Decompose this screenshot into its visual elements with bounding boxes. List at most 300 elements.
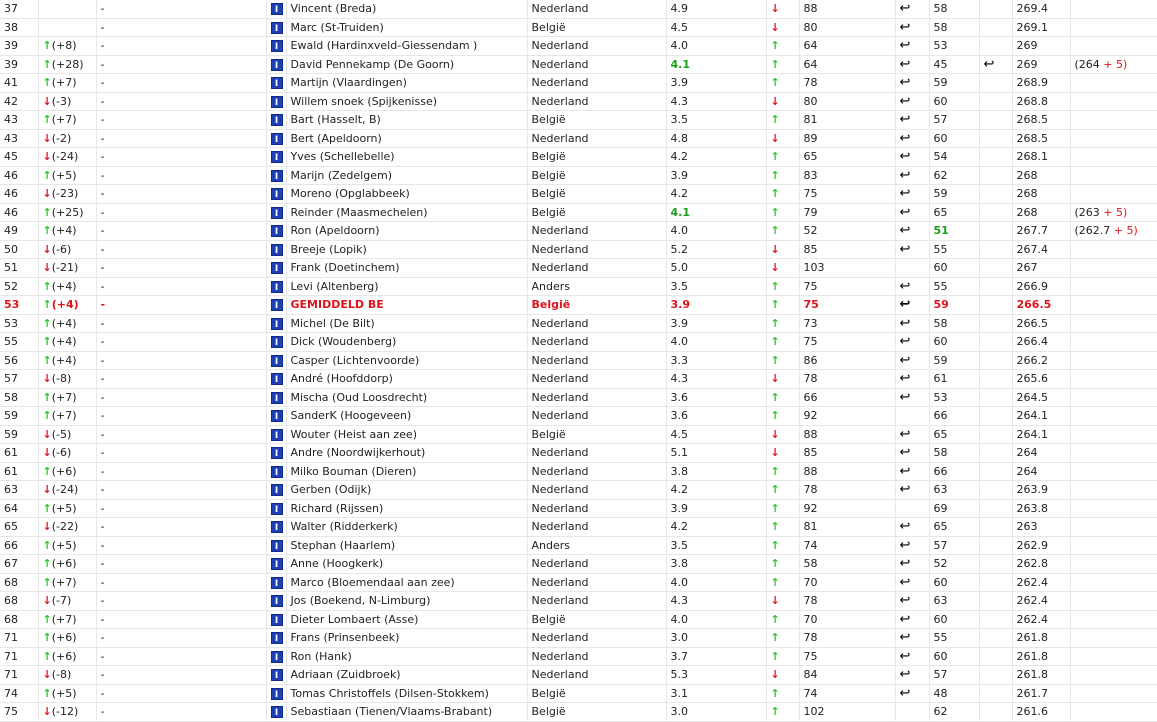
change-cell (38, 407, 96, 426)
rank-value: 46 (4, 168, 18, 182)
trend-cell (766, 407, 799, 426)
country-value: België (531, 427, 566, 441)
points-cell (799, 240, 895, 259)
score-cell (666, 481, 766, 500)
points-cell (799, 185, 895, 204)
score-value: 3.7 (670, 649, 688, 663)
country-value: Nederland (531, 316, 589, 330)
total-value: 268.1 (1016, 150, 1048, 164)
sub-score-value: 60 (933, 131, 948, 145)
points-cell (799, 703, 895, 722)
points-cell (799, 573, 895, 592)
change-value: (+7) (51, 76, 77, 90)
player-info-icon[interactable]: I (271, 632, 283, 644)
dash-cell (96, 444, 266, 463)
player-info-icon[interactable]: I (271, 3, 283, 15)
dash-cell (96, 666, 266, 685)
dash-cell (96, 277, 266, 296)
name-cell (286, 129, 527, 148)
name-cell (286, 666, 527, 685)
dash-cell (96, 684, 266, 703)
rank-cell (0, 370, 38, 389)
return-cell (895, 314, 929, 333)
sub-score-cell (929, 111, 979, 130)
score-cell (666, 351, 766, 370)
rank-cell (0, 407, 38, 426)
dash-value: - (100, 372, 105, 386)
sub-score-cell (929, 425, 979, 444)
player-info-icon[interactable]: I (271, 558, 283, 570)
total-value: 261.6 (1016, 705, 1048, 719)
player-info-icon[interactable]: I (271, 22, 283, 34)
score-value: 4.2 (670, 150, 688, 164)
trend-cell (766, 573, 799, 592)
dash-cell (96, 203, 266, 222)
points-value: 80 (803, 20, 818, 34)
player-info-icon[interactable]: I (271, 355, 283, 367)
table-row (0, 629, 1157, 648)
icon-cell (266, 111, 286, 130)
arrow-down-icon: ↓ (770, 131, 780, 145)
player-info-icon[interactable]: I (271, 595, 283, 607)
player-info-icon[interactable]: I (271, 151, 283, 163)
trend-cell (766, 296, 799, 315)
player-info-icon[interactable]: I (271, 706, 283, 718)
return2-cell (979, 240, 1012, 259)
sub-score-value: 57 (933, 668, 948, 682)
player-info-icon[interactable]: I (271, 133, 283, 145)
change-cell (38, 629, 96, 648)
country-cell (527, 388, 666, 407)
bonus-cell (1070, 166, 1157, 185)
dash-value: - (100, 668, 105, 682)
return-cell (895, 92, 929, 111)
player-info-icon[interactable]: I (271, 299, 283, 311)
country-value: Nederland (531, 464, 589, 478)
bonus-plus: + 5) (1113, 224, 1138, 238)
icon-cell (266, 444, 286, 463)
name-cell (286, 259, 527, 278)
points-cell (799, 555, 895, 574)
total-cell (1012, 0, 1070, 18)
country-value: Nederland (531, 76, 589, 90)
bonus-cell (1070, 573, 1157, 592)
sub-score-cell (929, 481, 979, 500)
total-cell (1012, 629, 1070, 648)
country-value: België (531, 20, 566, 34)
country-cell (527, 92, 666, 111)
return-cell (895, 610, 929, 629)
points-value: 81 (803, 520, 818, 534)
player-name: Breeje (Lopik) (290, 242, 367, 256)
rank-value: 46 (4, 205, 18, 219)
total-value: 262.9 (1016, 538, 1048, 552)
arrow-up-icon: ↑ (42, 538, 52, 552)
arrow-up-icon: ↑ (42, 686, 52, 700)
total-cell (1012, 18, 1070, 37)
player-info-icon[interactable]: I (271, 244, 283, 256)
dash-cell (96, 629, 266, 648)
player-info-icon[interactable]: I (271, 429, 283, 441)
icon-cell (266, 388, 286, 407)
return-cell (895, 518, 929, 537)
player-info-icon[interactable]: I (271, 114, 283, 126)
table-row (0, 277, 1157, 296)
trend-cell (766, 185, 799, 204)
player-info-icon[interactable]: I (271, 484, 283, 496)
change-value: (+7) (51, 575, 77, 589)
change-value: (+6) (51, 557, 77, 571)
table-row (0, 92, 1157, 111)
name-cell (286, 92, 527, 111)
icon-cell (266, 351, 286, 370)
return-arrow-icon: ↩ (899, 648, 911, 664)
change-cell (38, 259, 96, 278)
sub-score-value: 59 (933, 353, 948, 367)
arrow-down-icon: ↓ (42, 242, 52, 256)
player-name: Richard (Rijssen) (290, 501, 384, 515)
change-value: (-6) (51, 242, 72, 256)
dash-cell (96, 314, 266, 333)
total-cell (1012, 684, 1070, 703)
arrow-down-icon: ↓ (42, 372, 52, 386)
change-cell (38, 18, 96, 37)
arrow-up-icon: ↑ (42, 39, 52, 53)
bonus-cell (1070, 425, 1157, 444)
table-row (0, 684, 1157, 703)
sub-score-value: 63 (933, 594, 948, 608)
name-cell (286, 333, 527, 352)
table-row (0, 388, 1157, 407)
table-row (0, 370, 1157, 389)
score-cell (666, 92, 766, 111)
total-cell (1012, 592, 1070, 611)
player-info-icon[interactable]: I (271, 96, 283, 108)
bonus-cell (1070, 129, 1157, 148)
player-name: Ron (Hank) (290, 649, 352, 663)
score-value: 4.0 (670, 224, 688, 238)
return2-cell (979, 647, 1012, 666)
trend-cell (766, 629, 799, 648)
table-row (0, 111, 1157, 130)
points-cell (799, 166, 895, 185)
name-cell (286, 296, 527, 315)
icon-cell (266, 629, 286, 648)
change-value: (-3) (51, 94, 72, 108)
points-cell (799, 111, 895, 130)
return-cell (895, 592, 929, 611)
score-value: 3.6 (670, 390, 688, 404)
total-cell (1012, 203, 1070, 222)
rank-cell (0, 684, 38, 703)
total-value: 266.5 (1016, 298, 1052, 312)
name-cell (286, 684, 527, 703)
arrow-down-icon: ↓ (770, 668, 780, 682)
return2-cell (979, 148, 1012, 167)
sub-score-value: 63 (933, 483, 948, 497)
change-cell (38, 166, 96, 185)
return-cell (895, 481, 929, 500)
name-cell (286, 203, 527, 222)
name-cell (286, 370, 527, 389)
points-cell (799, 277, 895, 296)
sub-score-cell (929, 18, 979, 37)
arrow-up-icon: ↑ (770, 501, 780, 515)
return-cell (895, 18, 929, 37)
arrow-down-icon: ↓ (42, 446, 52, 460)
trend-cell (766, 666, 799, 685)
player-name: Bert (Apeldoorn) (290, 131, 382, 145)
sub-score-value: 60 (933, 649, 948, 663)
total-value: 266.9 (1016, 279, 1048, 293)
sub-score-cell (929, 462, 979, 481)
arrow-up-icon: ↑ (42, 649, 52, 663)
return-arrow-icon: ↩ (899, 38, 911, 54)
table-row (0, 444, 1157, 463)
player-name: Dieter Lombaert (Asse) (290, 612, 419, 626)
arrow-up-icon: ↑ (770, 168, 780, 182)
dash-value: - (100, 150, 105, 164)
player-info-icon[interactable]: I (271, 336, 283, 348)
player-info-icon[interactable]: I (271, 410, 283, 422)
total-value: 268 (1016, 205, 1038, 219)
icon-cell (266, 536, 286, 555)
rank-value: 46 (4, 187, 18, 201)
player-info-icon[interactable]: I (271, 170, 283, 182)
rank-cell (0, 610, 38, 629)
player-info-icon[interactable]: I (271, 651, 283, 663)
player-info-icon[interactable]: I (271, 503, 283, 515)
country-cell (527, 536, 666, 555)
name-cell (286, 148, 527, 167)
arrow-up-icon: ↑ (770, 390, 780, 404)
return2-cell (979, 629, 1012, 648)
player-info-icon[interactable]: I (271, 577, 283, 589)
player-name: Wouter (Heist aan zee) (290, 427, 418, 441)
rank-cell (0, 55, 38, 74)
return2-cell (979, 92, 1012, 111)
return-cell (895, 129, 929, 148)
player-info-icon[interactable]: I (271, 77, 283, 89)
icon-cell (266, 259, 286, 278)
dash-value: - (100, 205, 105, 219)
player-info-icon[interactable]: I (271, 188, 283, 200)
sub-score-cell (929, 222, 979, 241)
table-row (0, 555, 1157, 574)
return-cell (895, 647, 929, 666)
bonus-cell (1070, 240, 1157, 259)
player-name: Adriaan (Zuidbroek) (290, 668, 401, 682)
points-cell (799, 592, 895, 611)
sub-score-cell (929, 555, 979, 574)
rank-cell (0, 388, 38, 407)
table-row (0, 37, 1157, 56)
return-arrow-icon: ↩ (899, 334, 911, 350)
player-info-icon[interactable]: I (271, 225, 283, 237)
player-info-icon[interactable]: I (271, 262, 283, 274)
sub-score-cell (929, 55, 979, 74)
country-value: België (531, 113, 566, 127)
change-value: (+7) (51, 113, 77, 127)
dash-value: - (100, 446, 105, 460)
table-row (0, 462, 1157, 481)
player-name: Martijn (Vlaardingen) (290, 76, 407, 90)
player-info-icon[interactable]: I (271, 447, 283, 459)
arrow-up-icon: ↑ (42, 464, 52, 478)
dash-cell (96, 462, 266, 481)
return2-cell (979, 481, 1012, 500)
total-value: 267.4 (1016, 242, 1048, 256)
score-value: 3.9 (670, 298, 690, 312)
change-value: (+6) (51, 631, 77, 645)
return-cell (895, 573, 929, 592)
player-info-icon[interactable]: I (271, 688, 283, 700)
total-value: 262.8 (1016, 557, 1048, 571)
sub-score-cell (929, 536, 979, 555)
return-arrow-icon: ↩ (899, 278, 911, 294)
total-value: 268.5 (1016, 131, 1048, 145)
player-info-icon[interactable]: I (271, 40, 283, 52)
trend-cell (766, 333, 799, 352)
sub-score-value: 58 (933, 20, 948, 34)
bonus-cell (1070, 296, 1157, 315)
rank-cell (0, 592, 38, 611)
dash-cell (96, 573, 266, 592)
player-info-icon[interactable]: I (271, 392, 283, 404)
dash-cell (96, 407, 266, 426)
bonus-cell (1070, 629, 1157, 648)
dash-value: - (100, 261, 105, 275)
icon-cell (266, 555, 286, 574)
country-value: Nederland (531, 94, 589, 108)
icon-cell (266, 333, 286, 352)
sub-score-value: 51 (933, 224, 949, 238)
points-cell (799, 259, 895, 278)
sub-score-value: 60 (933, 575, 948, 589)
dash-value: - (100, 686, 105, 700)
points-cell (799, 0, 895, 18)
return-cell (895, 333, 929, 352)
dash-value: - (100, 612, 105, 626)
return-arrow-icon: ↩ (899, 93, 911, 109)
dash-cell (96, 703, 266, 722)
points-value: 52 (803, 224, 818, 238)
arrow-up-icon: ↑ (770, 686, 780, 700)
points-value: 64 (803, 57, 818, 71)
player-info-icon[interactable]: I (271, 521, 283, 533)
arrow-down-icon: ↓ (770, 2, 780, 16)
icon-cell (266, 370, 286, 389)
points-value: 58 (803, 557, 818, 571)
player-info-icon[interactable]: I (271, 207, 283, 219)
change-value: (+5) (51, 168, 77, 182)
dash-cell (96, 55, 266, 74)
trend-cell (766, 536, 799, 555)
arrow-up-icon: ↑ (770, 483, 780, 497)
total-value: 263 (1016, 520, 1038, 534)
name-cell (286, 444, 527, 463)
dash-value: - (100, 224, 105, 238)
change-cell (38, 573, 96, 592)
change-value: (-6) (51, 446, 72, 460)
table-row (0, 481, 1157, 500)
total-cell (1012, 277, 1070, 296)
dash-cell (96, 259, 266, 278)
sub-score-cell (929, 388, 979, 407)
player-info-icon[interactable]: I (271, 614, 283, 626)
return-arrow-icon: ↩ (899, 519, 911, 535)
change-cell (38, 518, 96, 537)
player-info-icon[interactable]: I (271, 281, 283, 293)
total-value: 264 (1016, 464, 1038, 478)
player-info-icon[interactable]: I (271, 669, 283, 681)
points-cell (799, 314, 895, 333)
points-cell (799, 518, 895, 537)
country-value: Nederland (531, 224, 589, 238)
points-cell (799, 92, 895, 111)
change-value: (+5) (51, 686, 77, 700)
player-info-icon[interactable]: I (271, 59, 283, 71)
change-value: (-2) (51, 131, 72, 145)
dash-cell (96, 166, 266, 185)
icon-cell (266, 185, 286, 204)
dash-cell (96, 92, 266, 111)
change-value: (+7) (51, 390, 77, 404)
country-cell (527, 296, 666, 315)
player-name: Bart (Hasselt, B) (290, 113, 381, 127)
icon-cell (266, 573, 286, 592)
rank-value: 52 (4, 279, 18, 293)
return2-cell (979, 555, 1012, 574)
country-cell (527, 277, 666, 296)
total-cell (1012, 444, 1070, 463)
bonus-base: (262.7 (1074, 224, 1111, 238)
points-value: 70 (803, 575, 818, 589)
score-cell (666, 129, 766, 148)
bonus-cell (1070, 684, 1157, 703)
country-cell (527, 444, 666, 463)
score-cell (666, 425, 766, 444)
change-value: (+5) (51, 501, 77, 515)
total-cell (1012, 481, 1070, 500)
player-info-icon[interactable]: I (271, 373, 283, 385)
sub-score-value: 55 (933, 242, 948, 256)
country-value: Nederland (531, 353, 589, 367)
sub-score-cell (929, 592, 979, 611)
player-info-icon[interactable]: I (271, 318, 283, 330)
sub-score-cell (929, 629, 979, 648)
player-name: Willem snoek (Spijkenisse) (290, 94, 438, 108)
total-cell (1012, 555, 1070, 574)
total-cell (1012, 37, 1070, 56)
arrow-down-icon: ↓ (770, 427, 780, 441)
player-info-icon[interactable]: I (271, 466, 283, 478)
dash-value: - (100, 427, 105, 441)
rank-value: 68 (4, 594, 18, 608)
points-value: 73 (803, 316, 818, 330)
country-value: Nederland (531, 631, 589, 645)
sub-score-cell (929, 351, 979, 370)
trend-cell (766, 610, 799, 629)
country-cell (527, 129, 666, 148)
country-value: België (531, 612, 566, 626)
sub-score-cell (929, 296, 979, 315)
player-info-icon[interactable]: I (271, 540, 283, 552)
total-cell (1012, 536, 1070, 555)
sub-score-value: 53 (933, 390, 948, 404)
change-value: (+7) (51, 612, 77, 626)
name-cell (286, 37, 527, 56)
